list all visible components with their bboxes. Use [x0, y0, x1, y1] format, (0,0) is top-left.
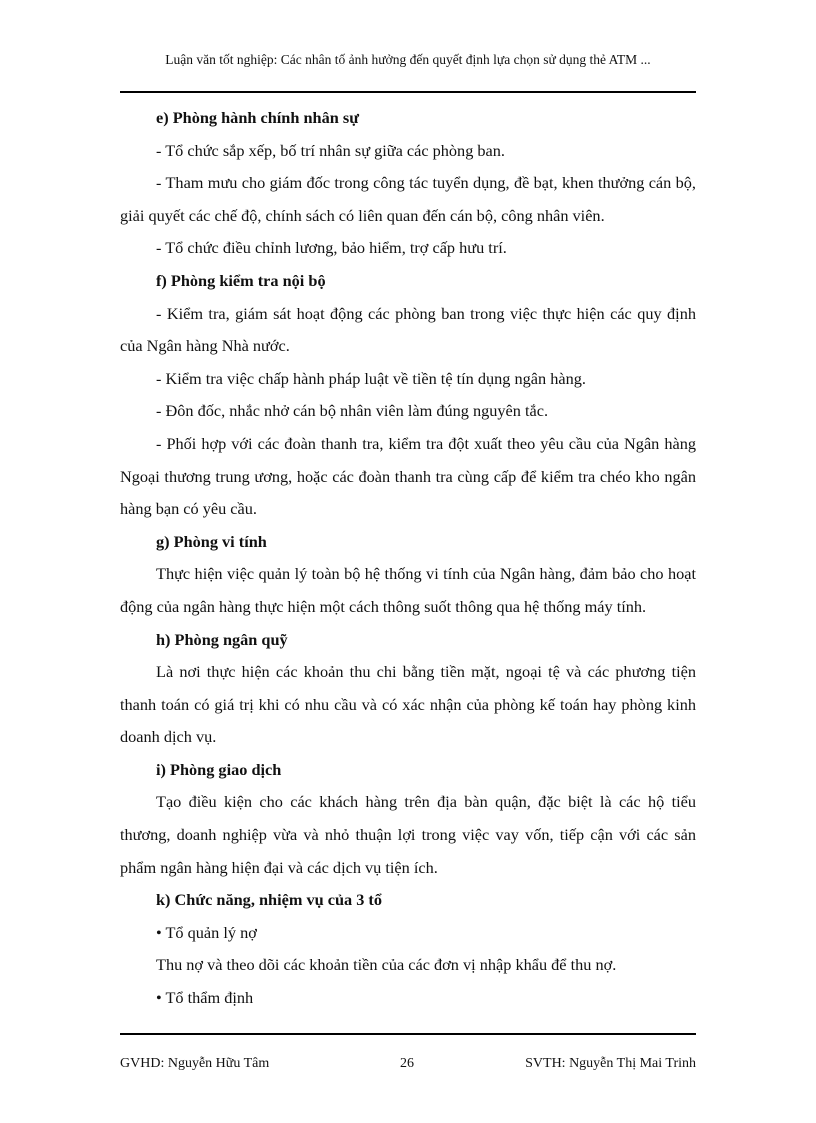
- section-f-item: - Kiểm tra, giám sát hoạt động các phòng ban trong việc thực hiện các quy định của Ngân hàng Nhà nước.: [120, 303, 696, 356]
- page-body: [120, 102, 696, 1015]
- section-e-item: - Tổ chức điều chỉnh lương, bảo hiểm, trợ cấp hưu trí.: [156, 238, 507, 258]
- section-e-item: - Tổ chức sắp xếp, bố trí nhân sự giữa các phòng ban.: [156, 140, 505, 160]
- section-i-heading: i) Phòng giao dịch: [156, 759, 282, 779]
- section-k-text: Thu nợ và theo dõi các khoản tiền của các đơn vị nhập khẩu để thu nợ.: [156, 955, 617, 975]
- footer-student: SVTH: Nguyễn Thị Mai Trinh: [525, 1056, 696, 1071]
- bullet-item: • Tổ quản lý nợ: [156, 922, 257, 942]
- section-f-heading: f) Phòng kiểm tra nội bộ: [156, 270, 326, 290]
- section-g-text: Thực hiện việc quản lý toàn bộ hệ thống vi tính của Ngân hàng, đảm bảo cho hoạt động của ngân hàng thực hiện một cách thông suốt thông qua hệ thống máy tính.: [120, 564, 696, 616]
- section-g-heading: g) Phòng vi tính: [156, 531, 267, 551]
- bullet-item: • Tổ thẩm định: [156, 988, 254, 1008]
- section-f-item: - Phối hợp với các đoàn thanh tra, kiểm tra đột xuất theo yêu cầu của Ngân hàng Ngoại thương trung ương, hoặc các đoàn thanh tra cùng cấp để kiểm tra chéo kho ngân hàng bạn có yêu cầu.: [120, 433, 696, 519]
- section-h-heading: h) Phòng ngân quỹ: [156, 629, 288, 649]
- header-rule: [120, 91, 696, 93]
- section-e-heading: e) Phòng hành chính nhân sự: [156, 108, 359, 127]
- section-h-text: Là nơi thực hiện các khoản thu chi bằng tiền mặt, ngoại tệ và các phương tiện thanh toán có giá trị khi có nhu cầu và có xác nhận của phòng kế toán hay phòng kinh doanh dịch vụ.: [120, 662, 696, 747]
- running-header: Luận văn tốt nghiệp: Các nhân tố ảnh hưởng đến quyết định lựa chọn sử dụng thẻ ATM ...: [165, 52, 651, 67]
- footer-advisor: GVHD: Nguyễn Hữu Tâm: [120, 1056, 270, 1071]
- section-f-item: - Kiểm tra việc chấp hành pháp luật về tiền tệ tín dụng ngân hàng.: [156, 368, 586, 388]
- section-k-heading: k) Chức năng, nhiệm vụ của 3 tổ: [156, 890, 382, 910]
- page-number: 26: [400, 1056, 414, 1071]
- section-i-text: Tạo điều kiện cho các khách hàng trên địa bàn quận, đặc biệt là các hộ tiểu thương, doanh nghiệp vừa và nhỏ thuận lợi trong việc vay vốn, tiếp cận với các sản phẩm ngân hàng hiện đại và các dịch vụ tiện ích.: [120, 792, 696, 877]
- footer-rule: [120, 1033, 696, 1035]
- page-footer: [120, 1056, 696, 1072]
- section-e-item: - Tham mưu cho giám đốc trong công tác tuyển dụng, đề bạt, khen thưởng cán bộ, giải quyết các chế độ, chính sách có liên quan đến cán bộ, công nhân viên.: [120, 173, 696, 225]
- section-f-item: - Đôn đốc, nhắc nhở cán bộ nhân viên làm đúng nguyên tắc.: [156, 401, 549, 421]
